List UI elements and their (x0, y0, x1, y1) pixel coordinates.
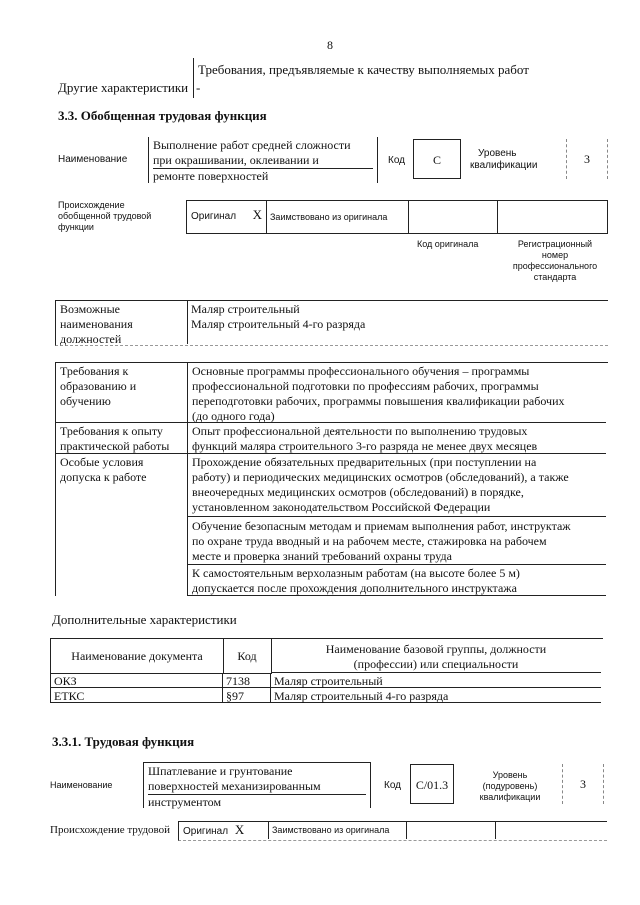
experience-line: Опыт профессиональной деятельности по выполнению трудовых (192, 424, 528, 438)
table-row-name: Маляр строительный (271, 673, 601, 688)
origin-label: Происхождение трудовой (50, 824, 171, 836)
name-line: поверхностей механизированным (148, 779, 321, 793)
other-characteristics-label: Другие характеристики (58, 80, 189, 95)
name-line: при окрашивании, оклеивании и (153, 153, 319, 167)
additional-heading: Дополнительные характеристики (52, 612, 237, 627)
special-conditions-label (56, 454, 188, 596)
education-label-line: обучению (60, 394, 111, 408)
safety-line: Обучение безопасным методам и приемам выполнения работ, инструктаж (192, 519, 571, 533)
level-label-line: квалификации (479, 792, 541, 802)
code-label: Код (384, 780, 402, 791)
table-row-doc: ОКЗ (51, 673, 223, 688)
experience-line: функций маляра строительного 3-го разряда не менее двух месяцев (192, 439, 538, 453)
reg-number-label (500, 239, 610, 283)
table-row-doc: ЕТКС (51, 688, 223, 703)
original-mark: X (234, 822, 245, 837)
name-line: Шпатлевание и грунтование (148, 764, 293, 778)
level-label-line: квалификации (470, 160, 538, 171)
col-name-line: Наименование базовой группы, должности (325, 642, 547, 656)
quality-requirements-header: Требования, предъявляемые к качеству выполняемых работ (198, 62, 529, 77)
height-line: К самостоятельным верхолазным работам (на высоте более 5 м) (192, 566, 520, 580)
divider (193, 58, 195, 98)
level-label (470, 148, 537, 172)
col-doc-header: Наименование документа (51, 639, 224, 674)
level-label (470, 770, 550, 803)
borrowed-label: Заимствовано из оригинала (267, 201, 409, 233)
table-row-code: §97 (223, 688, 271, 703)
name-label: Наименование (50, 780, 113, 790)
safety-training (188, 517, 606, 565)
col-code-header: Код (223, 639, 272, 674)
height-work (188, 565, 606, 596)
height-line: допускается после прохождения дополнительного инструктажа (192, 581, 517, 595)
name-line: инструментом (148, 794, 366, 810)
level-value: 3 (562, 764, 604, 804)
origin-label-line: функции (58, 222, 94, 232)
reg-number-line: Регистрационный (517, 239, 593, 249)
safety-line: месте и проверка знаний требований охраны труда (192, 549, 452, 563)
safety-line: по охране труда вводный и на рабочем месте, стажировка на рабочем (192, 534, 547, 548)
position-item: Маляр строительный (191, 302, 300, 316)
positions-label (56, 301, 188, 344)
special-conditions-label-line: Особые условия (60, 455, 144, 469)
level-label-line: Уровень (492, 770, 528, 780)
requirements-table (55, 362, 608, 596)
labor-function-name (143, 762, 371, 808)
reg-number-line: профессионального (512, 261, 598, 271)
education-value (188, 363, 606, 423)
borrowed-label: Заимствовано из оригинала (269, 822, 407, 839)
code-original-label: Код оригинала (417, 239, 479, 249)
positions-table (55, 300, 608, 346)
medical-line: работу) и периодических медицинских осмотров (обследований), а также (192, 470, 569, 484)
page-number: 8 (327, 38, 333, 52)
additional-table (50, 638, 603, 703)
reg-number-line: номер (541, 250, 569, 260)
origin-label (58, 200, 151, 233)
original-mark: X (252, 207, 262, 222)
education-label-line: Требования к (60, 364, 129, 378)
special-conditions-label-line: допуска к работе (60, 470, 147, 484)
education-line: Основные программы профессионального обучения – программы (192, 364, 530, 378)
original-label: Оригинал (191, 211, 237, 222)
origin-label-line: Происхождение (58, 200, 125, 210)
experience-label-line: практической работы (60, 439, 170, 453)
level-label-line: Уровень (478, 148, 517, 159)
origin-label-line: обобщенной трудовой (58, 211, 152, 221)
origin-table (178, 821, 607, 841)
medical-line: Прохождение обязательных предварительных (при поступлении на (192, 455, 537, 469)
col-name-line: (профессии) или специальности (353, 657, 519, 671)
level-label-line: (подуровень) (482, 781, 538, 791)
education-line: переподготовки рабочих, программы повышения квалификации рабочих (192, 394, 565, 408)
original-cell (179, 822, 269, 839)
experience-value (188, 423, 606, 454)
other-characteristics-value: - (196, 80, 201, 95)
origin-table (186, 200, 608, 234)
code-label: Код (388, 155, 406, 166)
medical-line: внеочередных медицинских осмотров (обследований) в порядке, (192, 485, 524, 499)
positions-label-line: Возможные (60, 302, 120, 316)
name-line: Выполнение работ средней сложности (153, 138, 351, 152)
generalized-function-name (148, 137, 378, 183)
reg-number-cell (497, 201, 607, 233)
medical-line: установленном законодательством Российской Федерации (192, 500, 491, 514)
education-line: (до одного года) (192, 409, 275, 423)
name-line: ремонте поверхностей (153, 168, 373, 184)
table-row-name: Маляр строительный 4-го разряда (271, 688, 601, 703)
table-row-code: 7138 (223, 673, 271, 688)
experience-label (56, 423, 188, 454)
level-value: 3 (566, 139, 608, 179)
positions-label-line: должностей (60, 332, 122, 346)
col-name-header (271, 639, 601, 673)
education-line: профессиональной подготовки по профессиям рабочих, программы (192, 379, 539, 393)
code-value: C/01.3 (410, 764, 454, 804)
section-3-3-heading: 3.3. Обобщенная трудовая функция (58, 108, 267, 123)
code-value: C (413, 139, 461, 179)
section-3-3-1-heading: 3.3.1. Трудовая функция (52, 734, 195, 749)
experience-label-line: Требования к опыту (60, 424, 163, 438)
education-label (56, 363, 188, 423)
positions-value (191, 302, 365, 332)
positions-label-line: наименования (60, 317, 133, 331)
position-item: Маляр строительный 4-го разряда (191, 317, 366, 331)
reg-number-line: стандарта (533, 272, 577, 282)
medical-requirements (188, 454, 606, 517)
name-label: Наименование (58, 154, 128, 165)
code-original-cell (407, 822, 496, 839)
code-original-cell (409, 201, 498, 233)
education-label-line: образованию и (60, 379, 137, 393)
original-label: Оригинал (183, 826, 229, 837)
original-cell (187, 201, 267, 233)
